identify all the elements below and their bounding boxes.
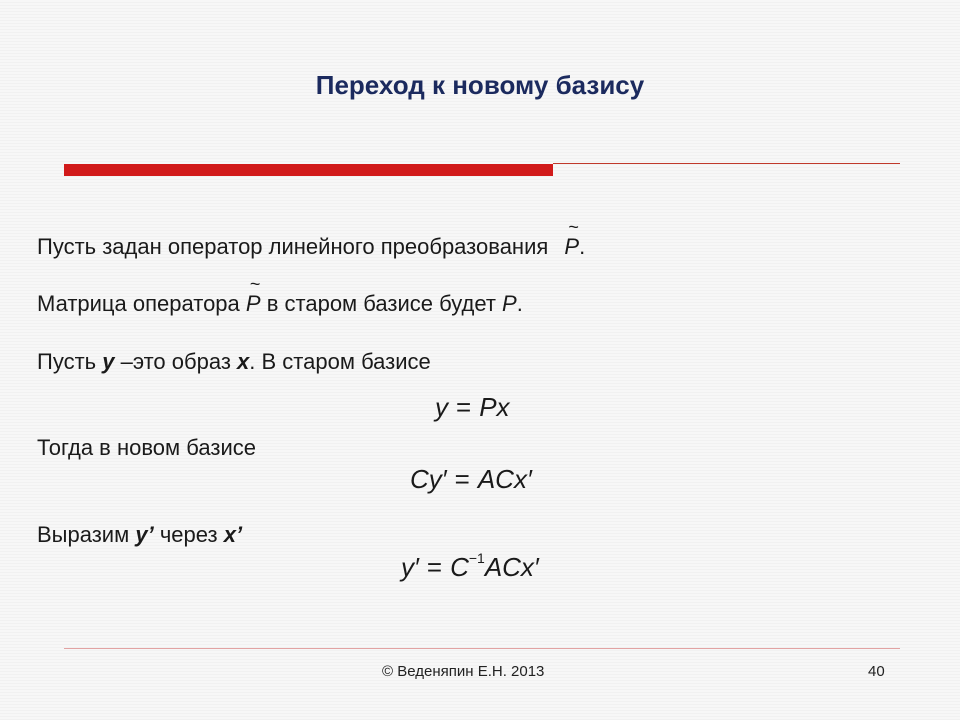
- formula-3-c: C: [450, 552, 469, 582]
- formula-1-rhs: Px: [479, 392, 510, 422]
- formula-2-lhs: Cy′: [410, 464, 447, 494]
- formula-3-eq: =: [426, 552, 443, 582]
- formula-2-eq: =: [454, 464, 470, 494]
- line-3: [37, 349, 431, 375]
- tilde-mark: ~: [568, 217, 579, 237]
- footer-copyright: © Веденяпин Е.Н. 2013: [382, 663, 545, 680]
- tilde-mark: ~: [249, 274, 261, 294]
- formula-3-inverse-exponent: −1: [468, 550, 485, 566]
- operator-letter: P: [245, 291, 261, 316]
- line-1: [37, 217, 586, 260]
- formula-3: [401, 550, 539, 583]
- line-5-mid: через: [159, 522, 218, 547]
- line-2-mid: в старом базисе будет: [266, 291, 496, 316]
- formula-2: [410, 464, 532, 495]
- var-x: x: [237, 349, 250, 374]
- formula-2-rhs: ACx′: [477, 464, 532, 494]
- line-5: [37, 522, 242, 548]
- line-2-period: .: [516, 291, 523, 316]
- line-1-text: Пусть задан оператор линейного преобразования: [37, 234, 549, 259]
- formula-1: [435, 392, 510, 423]
- line-4: Тогда в новом базисе: [37, 435, 256, 460]
- line-3-start: Пусть: [37, 349, 97, 374]
- line-3-end: . В старом базисе: [249, 349, 431, 374]
- formula-1-lhs: y: [435, 392, 448, 422]
- var-y: y: [102, 349, 115, 374]
- operator-symbol: [564, 217, 580, 260]
- slide-title: Переход к новому базису: [315, 70, 645, 100]
- line-2-start: Матрица оператора: [37, 291, 240, 316]
- line-5-start: Выразим: [37, 522, 130, 547]
- line-3-mid: –это образ: [120, 349, 231, 374]
- var-x-prime: x’: [223, 522, 243, 547]
- formula-3-rhs: ACx′: [484, 552, 539, 582]
- line-2: [37, 274, 523, 317]
- footer-divider: [64, 648, 900, 649]
- line-1-period: .: [579, 234, 586, 259]
- formula-3-lhs: y′: [401, 552, 419, 582]
- page-number: 40: [868, 663, 885, 680]
- operator-letter: P: [564, 234, 580, 259]
- formula-1-eq: =: [456, 392, 472, 422]
- var-y-prime: y’: [135, 522, 154, 547]
- matrix-symbol: P: [502, 291, 517, 316]
- title-accent-bar: [64, 164, 553, 176]
- title-accent-line: [553, 163, 900, 164]
- operator-symbol: [245, 274, 261, 317]
